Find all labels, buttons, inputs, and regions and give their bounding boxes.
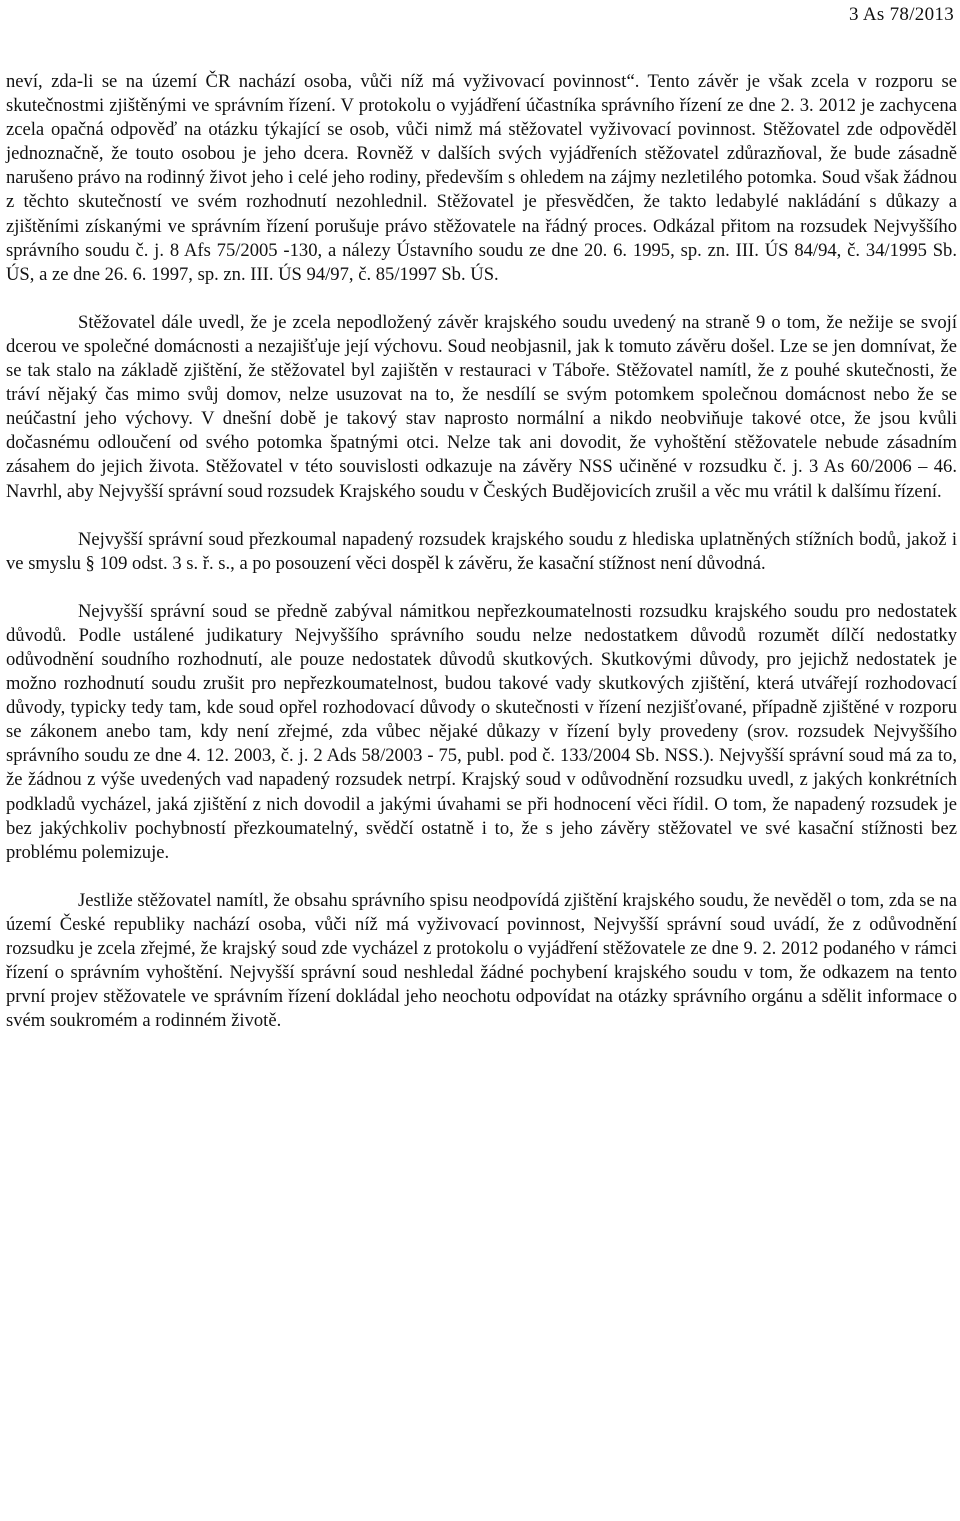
paragraph: Stěžovatel dále uvedl, že je zcela nepodložený závěr krajského soudu uvedený na straně 9 o tom, že nežije se svojí dcerou ve společné domácnosti a nezajišťuje její výchovu. Soud neobjasnil, jak k tomuto závěru došel. Lze se jen domnívat, že se tak stalo na základě zjištění, že stěžovatel byl zajištěn v restauraci v Táboře. Stěžovatel namítl, že z pouhé skutečnosti, že tráví nějaký čas mimo svůj domov, nelze usuzovat na to, že nesdílí se svým potomkem společnou domácnost nebo že se neúčastní jeho výchovy. V dnešní době je takový stav naprosto normální a nikdo neobviňuje takové otce, že jsou kvůli dočasnému odloučení od svého potomka špatnými otci. Nelze tak ani dovodit, že vyhoštění stěžovatele nebude zásadním zásahem do jejich života. Stěžovatel v této souvislosti odkazuje na závěry NSS učiněné v rozsudku č. j. 3 As 60/2006 – 46. Navrhl, aby Nejvyšší správní soud rozsudek Krajského soudu v Českých Budějovicích zrušil a věc mu vrátil k dalšímu řízení. <box>6 311 957 502</box>
document-body <box>6 70 957 1033</box>
paragraph-continuation: neví, zda-li se na území ČR nachází osoba, vůči níž má vyživovací povinnost“. Tento závěr je však zcela v rozporu se skutečnostmi zjištěnými ve správním řízení. V protokolu o vyjádření účastníka správního řízení ze dne 2. 3. 2012 je zachycena zcela opačná odpověď na otázku týkající se osob, vůči nimž má stěžovatel vyživovací povinnost. Stěžovatel zde odpověděl jednoznačně, že touto osobou je jeho dcera. Rovněž v dalších svých vyjádřeních stěžovatel zdůrazňoval, že bude zásadně narušeno právo na rodinný život jeho i celé jeho rodiny, především s ohledem na zájmy nezletilého potomka. Soud však žádnou z těchto skutečností ve svém rozhodnutí nezohlednil. Stěžovatel je přesvědčen, že takto ledabylé nakládání s důkazy a zjištěními získanými ve správním řízení porušuje právo stěžovatele na řádný proces. Odkázal přitom na rozsudek Nejvyššího správního soudu č. j. 8 Afs 75/2005 -130, a nálezy Ústavního soudu ze dne 20. 6. 1995, sp. zn. III. ÚS 84/94, č. 34/1995 Sb. ÚS, a ze dne 26. 6. 1997, sp. zn. III. ÚS 94/97, č. 85/1997 Sb. ÚS. <box>6 71 957 285</box>
paragraph: Jestliže stěžovatel namítl, že obsahu správního spisu neodpovídá zjištění krajského soudu, že nevěděl o tom, zda se na území České republiky nachází osoba, vůči níž má vyživovací povinnost, Nejvyšší správní soud uvádí, že z odůvodnění rozsudku je zcela zřejmé, že krajský soud zde vycházel z protokolu o vyjádření stěžovatele ze dne 9. 2. 2012 podaného v rámci řízení o správním vyhoštění. Nejvyšší správní soud neshledal žádné pochybení krajského soudu v tom, že odkazem na tento první projev stěžovatele ve správním řízení dokládal jeho neochotu odpovídat na otázky správního orgánu a sdělit informace o svém soukromém a rodinném životě. <box>6 889 957 1032</box>
case-number-header: 3 As 78/2013 <box>849 4 954 25</box>
paragraph: Nejvyšší správní soud se předně zabýval námitkou nepřezkoumatelnosti rozsudku krajského soudu pro nedostatek důvodů. Podle ustálené judikatury Nejvyššího správního soudu nelze nedostatkem důvodů rozumět dílčí nedostatky odůvodnění soudního rozhodnutí, ale pouze nedostatek důvodů skutkových. Skutkovými důvody, pro jejichž nedostatek je možno rozhodnutí soudu zrušit pro nepřezkoumatelnost, budou takové vady skutkových zjištění, která utvářejí rozhodovací důvody, typicky tedy tam, kde soud opřel rozhodovací důvody o skutečnosti v řízení nezjišťované, případně zjištěné v rozporu se zákonem anebo tam, kdy není zřejmé, zda vůbec nějaké důkazy v řízení byly provedeny (srov. rozsudek Nejvyššího správního soudu ze dne 4. 12. 2003, č. j. 2 Ads 58/2003 - 75, publ. pod č. 133/2004 Sb. NSS.). Nejvyšší správní soud má za to, že žádnou z výše uvedených vad napadený rozsudek netrpí. Krajský soud v odůvodnění rozsudku uvedl, z jakých konkrétních podkladů vycházel, jaká zjištění z nich dovodil a jakými úvahami se při hodnocení věci řídil. O tom, že napadený rozsudek je bez jakýchkoliv pochybností přezkoumatelný, svědčí ostatně i to, že s jeho závěry stěžovatel ve své kasační stížnosti bez problému polemizuje. <box>6 600 957 863</box>
paragraph: Nejvyšší správní soud přezkoumal napadený rozsudek krajského soudu z hlediska uplatněných stížních bodů, jakož i ve smyslu § 109 odst. 3 s. ř. s., a po posouzení věci dospěl k závěru, že kasační stížnost není důvodná. <box>6 528 957 574</box>
